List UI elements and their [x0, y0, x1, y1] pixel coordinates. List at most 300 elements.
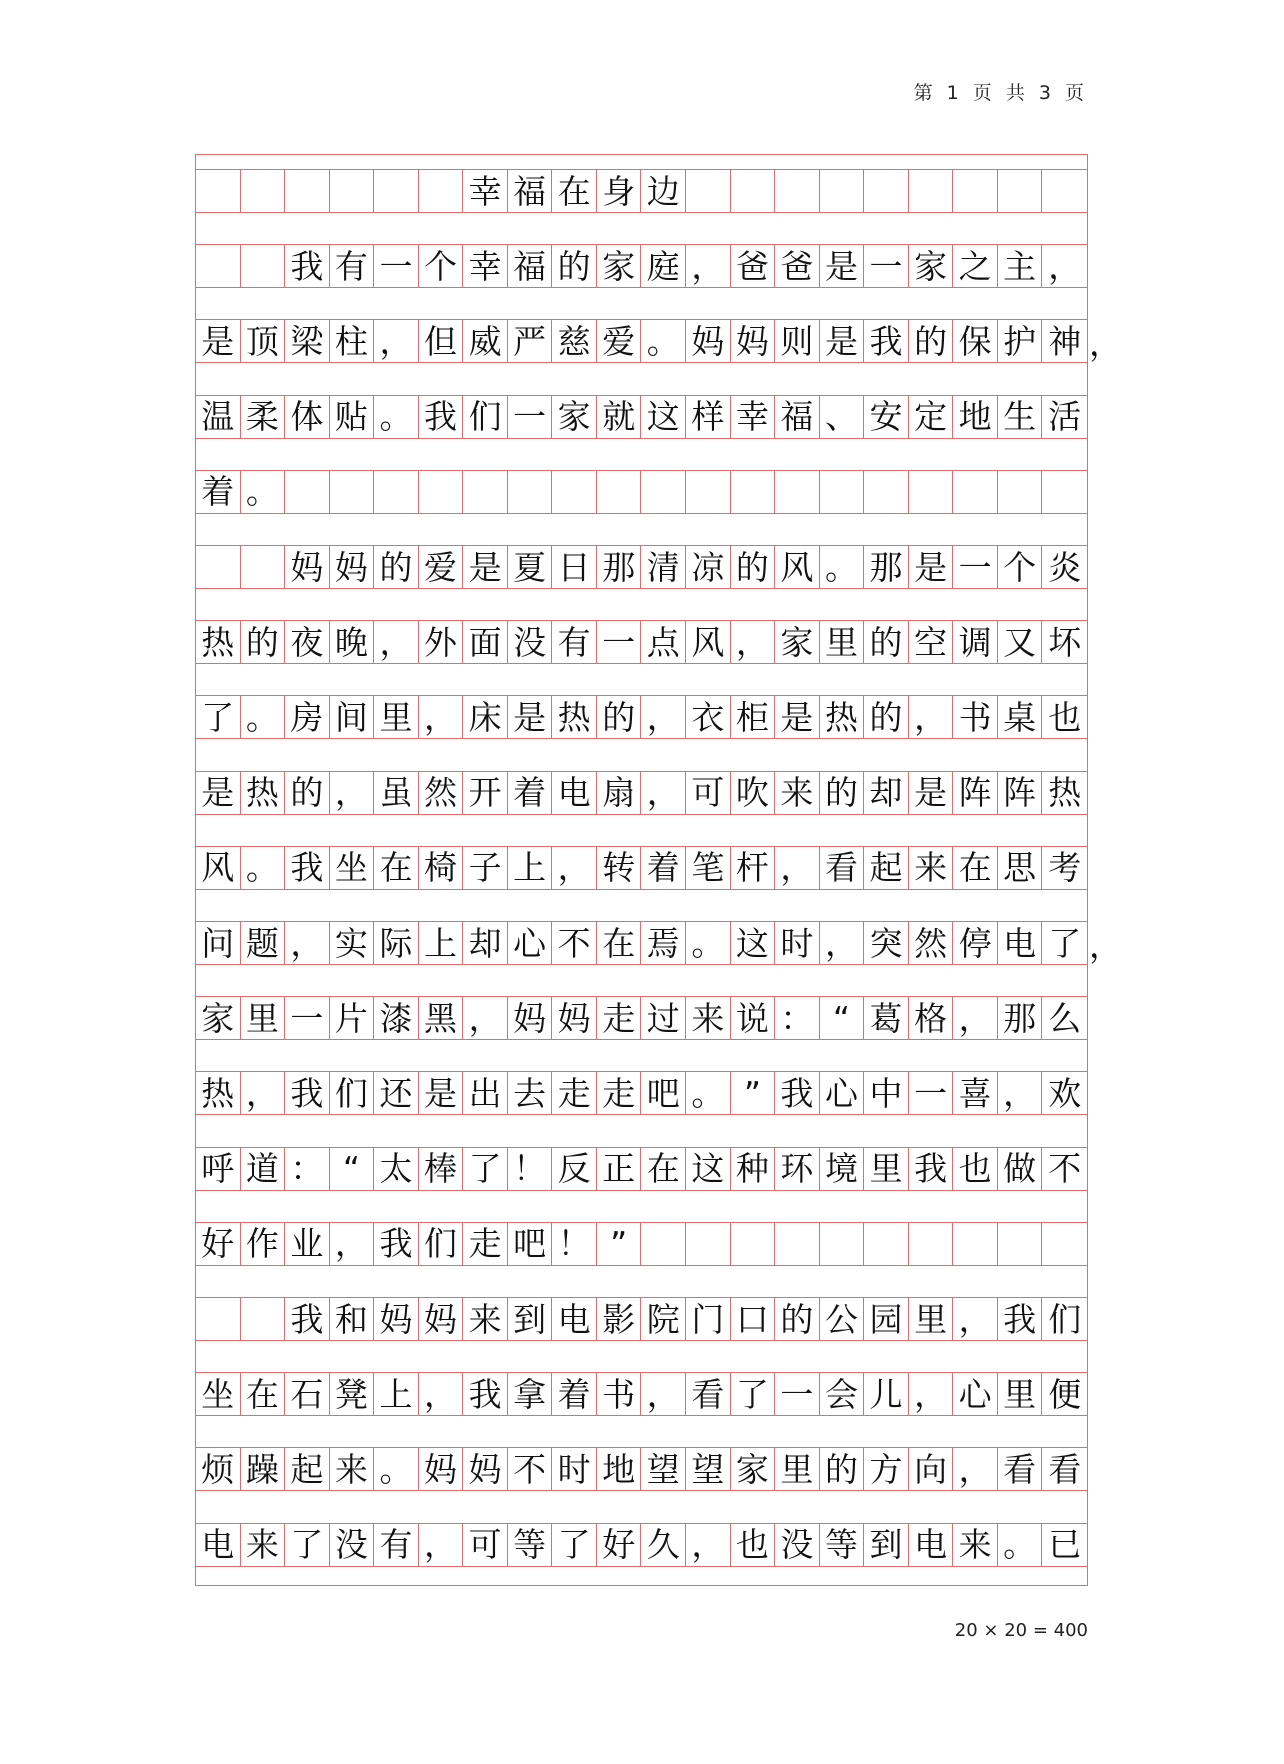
- grid-cell: 一: [285, 997, 330, 1039]
- grid-cell: 一: [775, 1373, 820, 1415]
- grid-cell: 爱: [419, 546, 464, 588]
- grid-cell: 漆: [374, 997, 419, 1039]
- grid-cell: 虽: [374, 772, 419, 814]
- grid-cell: 着: [196, 471, 241, 513]
- grid-cell: 坏: [1048, 622, 1082, 662]
- grid-cell: 我: [285, 847, 330, 889]
- grid-cell: 时: [775, 922, 820, 964]
- grid-cell: 石: [285, 1373, 330, 1415]
- grid-cell: 里: [374, 696, 419, 738]
- grid-cell: [775, 471, 820, 513]
- grid-cell: 风: [686, 621, 731, 663]
- grid-cell: 身: [597, 170, 642, 212]
- grid-cell: 们: [330, 1072, 375, 1114]
- grid-cell: 格: [909, 997, 954, 1039]
- grid-cell: 电: [552, 772, 597, 814]
- grid-cell: 房: [285, 696, 330, 738]
- grid-cell: 心: [820, 1072, 865, 1114]
- grid-cell: [419, 170, 464, 212]
- grid-cell: 正: [597, 1148, 642, 1190]
- grid-cell: 望: [642, 1448, 687, 1490]
- grid-cell: 里: [864, 1148, 909, 1190]
- grid-cell: 这: [686, 1148, 731, 1190]
- grid-cell: 一: [909, 1072, 954, 1114]
- grid-cell: 口: [731, 1298, 776, 1340]
- grid-cell: [998, 170, 1043, 212]
- grid-cell: 欢: [1048, 1073, 1082, 1113]
- grid-cell: 在: [597, 922, 642, 964]
- grid-cell: 的: [864, 696, 909, 738]
- grid-cell: 已: [1048, 1525, 1082, 1565]
- grid-cell: 也: [731, 1524, 776, 1566]
- grid-cell: 点: [642, 621, 687, 663]
- grid-cell: 我: [864, 320, 909, 362]
- grid-cell: 椅: [419, 847, 464, 889]
- grid-cell: 也: [953, 1148, 998, 1190]
- grid-cell: 床: [463, 696, 508, 738]
- grid-cell: 来: [953, 1524, 998, 1566]
- grid-row: [196, 1071, 1087, 1115]
- grid-cell: 严: [508, 320, 553, 362]
- grid-cell: ，: [909, 1373, 954, 1415]
- hanging-punctuation: ，: [1089, 323, 1122, 363]
- grid-cell: 思: [998, 847, 1043, 889]
- grid-row: [196, 695, 1087, 739]
- grid-row: [196, 244, 1087, 288]
- grid-cell: 看: [998, 1448, 1043, 1490]
- grid-cell: 然: [419, 772, 464, 814]
- grid-cell: 可: [686, 772, 731, 814]
- grid-row: [196, 921, 1122, 965]
- grid-cell: 的: [597, 696, 642, 738]
- grid-cell: [909, 1223, 954, 1265]
- grid-cell: ！: [508, 1148, 553, 1190]
- grid-cell: 在: [374, 847, 419, 889]
- grid-cell: [1042, 1223, 1087, 1265]
- grid-cell: 阵: [998, 772, 1043, 814]
- grid-cell: [1042, 471, 1087, 513]
- grid-cell: [953, 1223, 998, 1265]
- grid-cell: 有: [374, 1524, 419, 1566]
- grid-cell: 炎: [1048, 547, 1082, 587]
- grid-cell: 一: [864, 245, 909, 287]
- page-number: 第 1 页 共 3 页: [913, 82, 1088, 104]
- grid-row: [196, 1147, 1087, 1191]
- grid-cell: 幸: [463, 245, 508, 287]
- grid-cell: 则: [775, 320, 820, 362]
- grid-cell: 电: [196, 1524, 241, 1566]
- grid-cell: 没: [775, 1524, 820, 1566]
- grid-cell: 幸: [463, 170, 508, 212]
- grid-cell: 有: [330, 245, 375, 287]
- grid-cell: 了: [196, 696, 241, 738]
- grid-row: [196, 620, 1087, 664]
- grid-cell: 但: [419, 320, 464, 362]
- grid-cell: [909, 170, 954, 212]
- grid-cell: [241, 245, 286, 287]
- grid-cell: [775, 1223, 820, 1265]
- grid-cell: 这: [642, 396, 687, 438]
- grid-cell: 葛: [864, 997, 909, 1039]
- grid-cell: 在: [552, 170, 597, 212]
- grid-cell: 院: [642, 1298, 687, 1340]
- grid-cell: 。: [686, 1072, 731, 1114]
- grid-cell: 福: [508, 170, 553, 212]
- grid-cell: 反: [552, 1148, 597, 1190]
- grid-cell: 业: [285, 1223, 330, 1265]
- grid-cell: 的: [820, 772, 865, 814]
- grid-cell: 、: [820, 396, 865, 438]
- grid-cell: 家: [775, 621, 820, 663]
- grid-cell: 桌: [998, 696, 1043, 738]
- grid-cell: 呼: [196, 1148, 241, 1190]
- grid-cell: 风: [196, 847, 241, 889]
- grid-cell: “: [330, 1148, 375, 1190]
- grid-cell: 热: [552, 696, 597, 738]
- grid-cell: 上: [374, 1373, 419, 1415]
- grid-row: [196, 846, 1087, 890]
- grid-cell: 热: [1048, 773, 1082, 813]
- grid-row: [196, 1372, 1087, 1416]
- grid-cell: ”: [597, 1223, 642, 1265]
- grid-cell: 边: [642, 170, 687, 212]
- grid-cell: ，: [419, 1524, 464, 1566]
- grid-cell: ，: [731, 621, 776, 663]
- grid-cell: 柱: [330, 320, 375, 362]
- grid-cell: [642, 1223, 687, 1265]
- grid-cell: 一: [508, 396, 553, 438]
- grid-cell: 威: [463, 320, 508, 362]
- grid-cell: [864, 471, 909, 513]
- grid-cell: 来: [775, 772, 820, 814]
- grid-cell: 主: [998, 245, 1043, 287]
- grid-cell: 焉: [642, 922, 687, 964]
- grid-cell: 向: [909, 1448, 954, 1490]
- grid-cell: [241, 546, 286, 588]
- grid-cell: 着: [642, 847, 687, 889]
- grid-cell: ，: [1048, 246, 1082, 286]
- grid-cell: 个: [998, 546, 1043, 588]
- grid-cell: 家: [597, 245, 642, 287]
- grid-cell: 境: [820, 1148, 865, 1190]
- grid-cell: 却: [864, 772, 909, 814]
- grid-cell: 坐: [330, 847, 375, 889]
- grid-cell: 和: [330, 1298, 375, 1340]
- grid-cell: 着: [508, 772, 553, 814]
- grid-cell: 这: [731, 922, 776, 964]
- grid-cell: 柔: [241, 396, 286, 438]
- grid-cell: ，: [374, 621, 419, 663]
- grid-cell: ，: [374, 320, 419, 362]
- grid-cell: 棒: [419, 1148, 464, 1190]
- grid-cell: 妈: [686, 320, 731, 362]
- grid-cell: 。: [241, 696, 286, 738]
- grid-cell: [642, 471, 687, 513]
- grid-cell: 走: [463, 1223, 508, 1265]
- grid-cell: [953, 471, 998, 513]
- grid-cell: 在: [953, 847, 998, 889]
- grid-cell: 时: [552, 1448, 597, 1490]
- grid-cell: 是: [820, 320, 865, 362]
- grid-cell: 去: [508, 1072, 553, 1114]
- grid-row: [196, 169, 1087, 213]
- grid-cell: 幸: [731, 396, 776, 438]
- grid-cell: 爸: [775, 245, 820, 287]
- grid-cell: 顶: [241, 320, 286, 362]
- grid-cell: 保: [953, 320, 998, 362]
- grid-cell: 热: [196, 621, 241, 663]
- grid-cell: 了: [285, 1524, 330, 1566]
- grid-cell: ，: [241, 1072, 286, 1114]
- grid-cell: 梁: [285, 320, 330, 362]
- grid-cell: 吧: [642, 1072, 687, 1114]
- grid-cell: 家: [731, 1448, 776, 1490]
- grid-cell: 我: [775, 1072, 820, 1114]
- grid-cell: ，: [820, 922, 865, 964]
- grid-cell: 公: [820, 1298, 865, 1340]
- grid-cell: 走: [597, 997, 642, 1039]
- grid-cell: 作: [241, 1223, 286, 1265]
- grid-cell: 一: [597, 621, 642, 663]
- grid-cell: 的: [909, 320, 954, 362]
- grid-cell: 来: [241, 1524, 286, 1566]
- grid-cell: 那: [864, 546, 909, 588]
- grid-cell: 的: [820, 1448, 865, 1490]
- grid-cell: ，: [419, 696, 464, 738]
- grid-cell: 是: [775, 696, 820, 738]
- grid-cell: 没: [508, 621, 553, 663]
- grid-cell: 过: [642, 997, 687, 1039]
- grid-cell: 不: [1048, 1149, 1082, 1189]
- grid-cell: 的: [731, 546, 776, 588]
- grid-cell: 定: [909, 396, 954, 438]
- grid-cell: [552, 471, 597, 513]
- grid-cell: 看: [686, 1373, 731, 1415]
- grid-cell: [909, 471, 954, 513]
- grid-cell: 走: [597, 1072, 642, 1114]
- grid-cell: 凳: [330, 1373, 375, 1415]
- grid-cell: 没: [330, 1524, 375, 1566]
- grid-cell: 护: [998, 320, 1043, 362]
- grid-cell: 我: [909, 1148, 954, 1190]
- grid-cell: 黑: [419, 997, 464, 1039]
- grid-cell: [731, 471, 776, 513]
- grid-cell: 么: [1048, 998, 1082, 1038]
- grid-cell: [731, 1223, 776, 1265]
- grid-cell: 太: [374, 1148, 419, 1190]
- grid-cell: 会: [820, 1373, 865, 1415]
- grid-cell: 的: [864, 621, 909, 663]
- grid-cell: 门: [686, 1298, 731, 1340]
- grid-cell: 吹: [731, 772, 776, 814]
- grid-cell: 神: [1048, 321, 1082, 361]
- grid-cell: 杆: [731, 847, 776, 889]
- grid-row: [196, 1297, 1087, 1341]
- grid-cell: 我: [285, 1072, 330, 1114]
- grid-cell: 可: [463, 1524, 508, 1566]
- grid-cell: [374, 471, 419, 513]
- grid-cell: 庭: [642, 245, 687, 287]
- grid-row: [196, 470, 1087, 514]
- grid-cell: 还: [374, 1072, 419, 1114]
- grid-cell: 。: [241, 847, 286, 889]
- grid-cell: ，: [909, 696, 954, 738]
- grid-cell: 面: [463, 621, 508, 663]
- grid-cell: 然: [909, 922, 954, 964]
- grid-cell: 是: [196, 772, 241, 814]
- grid-cell: [953, 170, 998, 212]
- grid-cell: 书: [953, 696, 998, 738]
- grid-cell: 妈: [374, 1298, 419, 1340]
- grid-cell: 望: [686, 1448, 731, 1490]
- grid-cell: 电: [552, 1298, 597, 1340]
- grid-cell: 们: [419, 1223, 464, 1265]
- grid-cell: 夜: [285, 621, 330, 663]
- grid-cell: 着: [552, 1373, 597, 1415]
- grid-cell: 烦: [196, 1448, 241, 1490]
- grid-cell: 间: [330, 696, 375, 738]
- grid-cell: [330, 170, 375, 212]
- grid-cell: 我: [419, 396, 464, 438]
- grid-cell: 环: [775, 1148, 820, 1190]
- grid-cell: 突: [864, 922, 909, 964]
- grid-cell: 道: [241, 1148, 286, 1190]
- grid-cell: 的: [374, 546, 419, 588]
- grid-cell: 里: [909, 1298, 954, 1340]
- grid-cell: 的: [552, 245, 597, 287]
- grid-cell: 外: [419, 621, 464, 663]
- grid-cell: 坐: [196, 1373, 241, 1415]
- grid-cell: 妈: [419, 1298, 464, 1340]
- grid-cell: ，: [552, 847, 597, 889]
- grid-cell: [597, 471, 642, 513]
- grid-cell: 清: [642, 546, 687, 588]
- grid-cell: 。: [241, 471, 286, 513]
- grid-cell: 不: [508, 1448, 553, 1490]
- grid-cell: ：: [285, 1148, 330, 1190]
- grid-cell: 等: [508, 1524, 553, 1566]
- grid-cell: 也: [1048, 697, 1082, 737]
- grid-cell: ，: [330, 1223, 375, 1265]
- grid-cell: 安: [864, 396, 909, 438]
- grid-cell: 们: [463, 396, 508, 438]
- grid-cell: 了: [1048, 923, 1082, 963]
- grid-cell: 来: [330, 1448, 375, 1490]
- grid-cell: ，: [642, 772, 687, 814]
- grid-cell: ，: [686, 245, 731, 287]
- grid-cell: 考: [1048, 848, 1082, 888]
- grid-cell: 妈: [419, 1448, 464, 1490]
- grid-cell: 贴: [330, 396, 375, 438]
- grid-cell: [463, 471, 508, 513]
- grid-cell: 。: [820, 546, 865, 588]
- grid-cell: 那: [998, 997, 1043, 1039]
- grid-cell: 我: [463, 1373, 508, 1415]
- grid-cell: 我: [998, 1298, 1043, 1340]
- grid-cell: 们: [1048, 1299, 1082, 1339]
- grid-cell: [196, 546, 241, 588]
- grid-cell: ，: [642, 696, 687, 738]
- grid-cell: 不: [552, 922, 597, 964]
- grid-cell: [241, 170, 286, 212]
- grid-cell: 转: [597, 847, 642, 889]
- grid-cell: 一: [953, 546, 998, 588]
- grid-cell: [686, 1223, 731, 1265]
- grid-cell: 扇: [597, 772, 642, 814]
- grid-cell: 了: [552, 1524, 597, 1566]
- grid-cell: 阵: [953, 772, 998, 814]
- grid-cell: 样: [686, 396, 731, 438]
- grid-cell: ，: [330, 772, 375, 814]
- grid-cell: ，: [463, 997, 508, 1039]
- grid-cell: 那: [597, 546, 642, 588]
- grid-cell: 笔: [686, 847, 731, 889]
- grid-cell: [864, 1223, 909, 1265]
- grid-cell: ，: [953, 997, 998, 1039]
- grid-cell: 影: [597, 1298, 642, 1340]
- grid-cell: 看: [1048, 1449, 1082, 1489]
- grid-row: [196, 319, 1122, 363]
- grid-cell: 出: [463, 1072, 508, 1114]
- grid-cell: “: [820, 997, 865, 1039]
- grid-cell: 是: [508, 696, 553, 738]
- grid-cell: [686, 471, 731, 513]
- grid-cell: 中: [864, 1072, 909, 1114]
- grid-cell: 妈: [552, 997, 597, 1039]
- grid-cell: 做: [998, 1148, 1043, 1190]
- grid-cell: 来: [463, 1298, 508, 1340]
- grid-cell: 来: [909, 847, 954, 889]
- grid-cell: 到: [508, 1298, 553, 1340]
- grid-cell: 福: [775, 396, 820, 438]
- grid-cell: 的: [775, 1298, 820, 1340]
- grid-cell: 上: [508, 847, 553, 889]
- grid-cell: 晚: [330, 621, 375, 663]
- grid-cell: 之: [953, 245, 998, 287]
- grid-cell: 有: [552, 621, 597, 663]
- grid-cell: 衣: [686, 696, 731, 738]
- grid-row: [196, 771, 1087, 815]
- grid-cell: 是: [909, 546, 954, 588]
- grid-cell: 实: [330, 922, 375, 964]
- grid-cell: 好: [196, 1223, 241, 1265]
- grid-cell: 家: [196, 997, 241, 1039]
- grid-cell: 是: [909, 772, 954, 814]
- grid-cell: 妈: [731, 320, 776, 362]
- grid-cell: 慈: [552, 320, 597, 362]
- grid-cell: 爱: [597, 320, 642, 362]
- grid-cell: [1042, 170, 1087, 212]
- grid-row: [196, 395, 1087, 439]
- grid-count-label: 20 × 20 = 400: [954, 1620, 1088, 1641]
- grid-cell: 了: [731, 1373, 776, 1415]
- grid-cell: 拿: [508, 1373, 553, 1415]
- grid-cell: 我: [374, 1223, 419, 1265]
- grid-cell: ，: [998, 1072, 1043, 1114]
- grid-row: [196, 1222, 1087, 1266]
- grid-cell: 题: [241, 922, 286, 964]
- grid-row: [196, 1523, 1087, 1567]
- grid-cell: 空: [909, 621, 954, 663]
- grid-cell: [374, 170, 419, 212]
- grid-cell: 吧: [508, 1223, 553, 1265]
- grid-cell: [508, 471, 553, 513]
- grid-cell: 调: [953, 621, 998, 663]
- grid-cell: 热: [196, 1072, 241, 1114]
- grid-cell: 是: [463, 546, 508, 588]
- grid-row: [196, 1447, 1087, 1491]
- grid-cell: [419, 471, 464, 513]
